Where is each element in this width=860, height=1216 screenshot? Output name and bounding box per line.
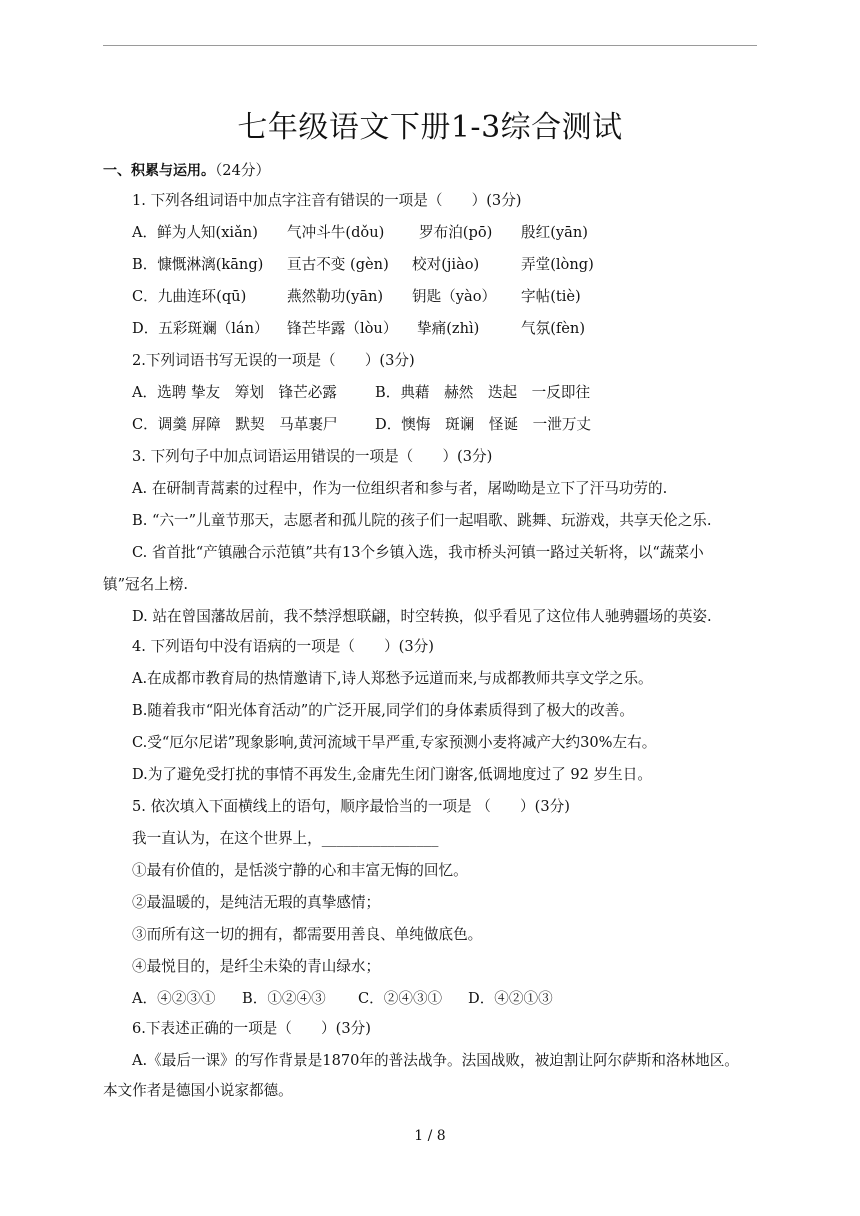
- q4-option-d: D.为了避免受打扰的事情不再发生,金庸先生闭门谢客,低调地度过了 92 岁生日。: [132, 766, 652, 783]
- header-rule: [103, 45, 757, 46]
- section-score: （24分）: [215, 162, 271, 179]
- page-number: 1 / 8: [414, 1128, 446, 1144]
- q2-option-d: D．懊悔 斑谰 怪诞 一泄万丈: [375, 416, 592, 433]
- q1-option-c: [132, 286, 581, 308]
- q1-b-item1: B．慷慨淋漓(kāng): [132, 256, 264, 273]
- q3-option-c-line2: 镇”冠名上榜.: [103, 576, 189, 593]
- q1-option-b: [132, 254, 594, 276]
- q1-d-item4: 气氛(fèn): [521, 320, 586, 337]
- q3-stem: 3. 下列句子中加点词语运用错误的一项是（ ）(3分): [132, 448, 493, 465]
- q4-option-c: C.受“厄尔尼诺”现象影响,黄河流域干旱严重,专家预测小麦将减产大约30%左右。: [132, 734, 657, 751]
- section-heading: [103, 160, 270, 182]
- document-title: 七年级语文下册1-3综合测试: [237, 110, 623, 145]
- q1-b-item3: 校对(jiào): [412, 256, 480, 273]
- q1-c-item3: 钥匙（yào）: [412, 288, 497, 305]
- q1-a-item1: A．鲜为人知(xiǎn): [132, 224, 258, 241]
- q1-a-item3: 罗布泊(pō): [419, 224, 493, 241]
- q1-c-item1: C．九曲连环(qū): [132, 288, 247, 305]
- q1-a-item2: 气冲斗牛(dǒu): [287, 224, 385, 241]
- q1-c-item2: 燕然勒功(yān): [287, 288, 384, 305]
- q1-stem: 1. 下列各组词语中加点字注音有错误的一项是（ ）(3分): [132, 192, 522, 209]
- q2-row1: [132, 382, 590, 404]
- q4-option-b: B.随着我市“阳光体育活动”的广泛开展,同学们的身体素质得到了极大的改善。: [132, 702, 634, 719]
- q5-sentence-4: ④最悦目的，是纤尘未染的青山绿水；: [132, 958, 381, 975]
- q1-option-a: [132, 222, 588, 244]
- q5-choice-d: D．④②①③: [468, 990, 553, 1007]
- q1-d-item1: D．五彩斑斓（lán）: [132, 320, 269, 337]
- q3-option-c-line1: C. 省首批“产镇融合示范镇”共有13个乡镇入选，我市桥头河镇一路过关斩将，以“蔬菜小: [132, 544, 704, 561]
- q5-sentence-2: ②最温暖的，是纯洁无瑕的真挚感情；: [132, 894, 381, 911]
- q4-option-a: A.在成都市教育局的热情邀请下,诗人郑愁予远道而来,与成都教师共享文学之乐。: [132, 670, 653, 687]
- q1-d-item2: 锋芒毕露（lòu）: [287, 320, 398, 337]
- q2-option-a: A．选聘 挚友 筹划 锋芒必露: [132, 384, 337, 401]
- q2-stem: 2.下列词语书写无误的一项是（ ）(3分): [132, 352, 415, 369]
- q2-option-c: C．调羹 屏障 默契 马革裹尸: [132, 416, 338, 433]
- q1-d-item3: 挚痛(zhì): [417, 320, 480, 337]
- q1-a-item4: 殷红(yān): [521, 224, 588, 241]
- q5-sentence-3: ③而所有这一切的拥有，都需要用善良、单纯做底色。: [132, 926, 483, 943]
- q5-sentence-1: ①最有价值的，是恬淡宁静的心和丰富无悔的回忆。: [132, 862, 468, 879]
- q6-option-a-line1: A.《最后一课》的写作背景是1870年的普法战争。法国战败，被迫割让阿尔萨斯和洛林地区。: [132, 1052, 739, 1069]
- section-title: 一、积累与运用。: [103, 163, 215, 179]
- q5-choice-a: A．④②③①: [132, 990, 216, 1007]
- q5-stem: 5. 依次填入下面横线上的语句，顺序最恰当的一项是 （ ）(3分): [132, 798, 570, 815]
- q5-lead: 我一直认为，在这个世界上，________________: [132, 830, 439, 847]
- q3-option-d: D. 站在曾国藩故居前，我不禁浮想联翩，时空转换，似乎看见了这位伟人驰骋疆场的英姿.: [132, 608, 712, 625]
- q3-option-b: B. “六一”儿童节那天，志愿者和孤儿院的孩子们一起唱歌、跳舞、玩游戏，共享天伦之乐.: [132, 512, 712, 529]
- q2-row2: [132, 414, 591, 436]
- q5-choices: [132, 988, 553, 1010]
- q6-option-a-line2: 本文作者是德国小说家都德。: [103, 1082, 293, 1099]
- q5-choice-c: C．②④③①: [358, 990, 443, 1007]
- q1-b-item2: 亘古不变 (gèn): [287, 256, 389, 273]
- q1-option-d: [132, 318, 585, 340]
- q2-option-b: B．典藉 赫然 迭起 一反即往: [375, 384, 591, 401]
- q5-choice-b: B．①②④③: [242, 990, 326, 1007]
- q4-stem: 4. 下列语句中没有语病的一项是（ ）(3分): [132, 638, 434, 655]
- q6-stem: 6.下表述正确的一项是（ ）(3分): [132, 1020, 371, 1037]
- q1-c-item4: 字帖(tiè): [521, 288, 581, 305]
- q3-option-a: A. 在研制青蒿素的过程中，作为一位组织者和参与者，屠呦呦是立下了汗马功劳的.: [132, 480, 668, 497]
- q1-b-item4: 弄堂(lòng): [521, 256, 594, 273]
